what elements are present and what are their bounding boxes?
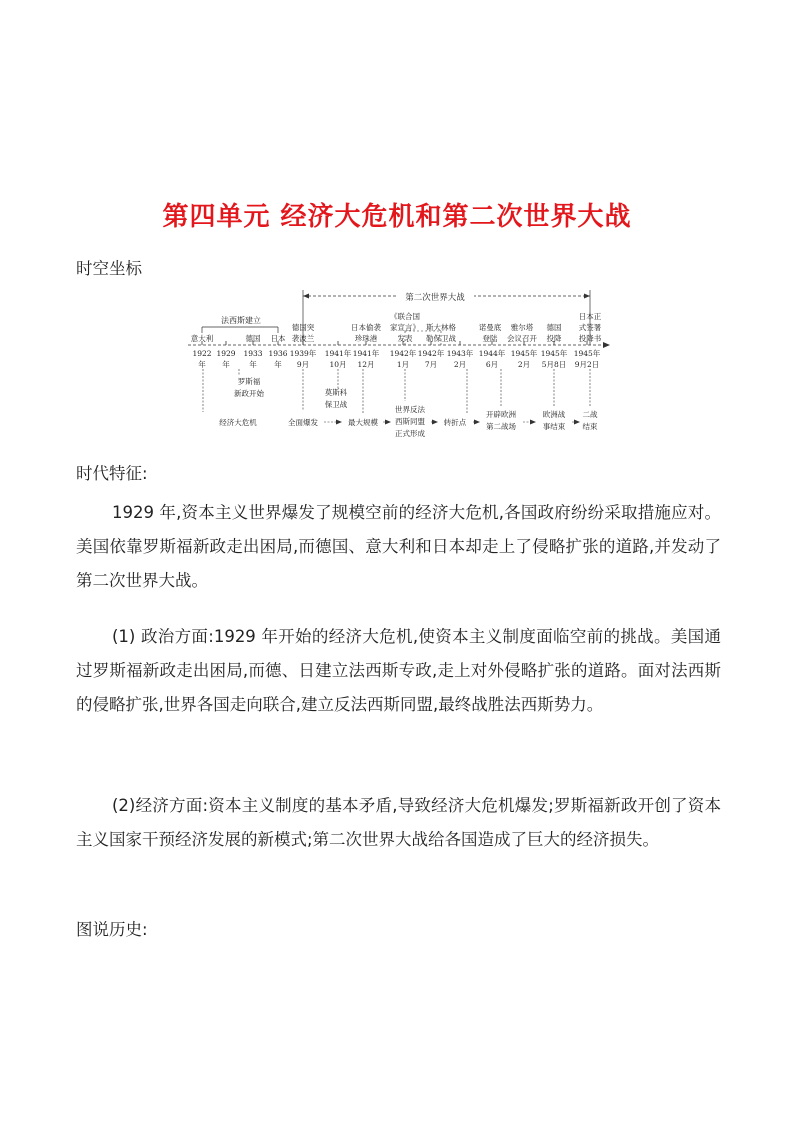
war-span-arrow-right [584, 294, 590, 299]
timeline-event-label: 式签署 [578, 323, 602, 332]
timeline-figure [186, 286, 616, 438]
paragraph-politics [76, 620, 721, 722]
timeline-event-label: 登陆 [482, 334, 498, 343]
moscow-line-2: 保卫战 [324, 400, 348, 409]
timeline-event-label: 斯大林格 [426, 323, 456, 332]
roosevelt-line-1: 罗斯福 [237, 377, 261, 386]
timeline-event-label: 会议召开 [507, 334, 537, 343]
timeline-date-year: 1941年 [324, 349, 352, 358]
flow-alliance-3: 正式形成 [395, 429, 425, 438]
flow-arrowhead-6 [574, 420, 580, 425]
flow-war-end-1: 二战 [582, 410, 598, 419]
flow-arrowhead-1 [336, 420, 342, 425]
timeline-event-label: 雅尔塔 [510, 323, 534, 332]
timeline-date-month: 12月 [357, 360, 375, 369]
timeline-event-label: 意大利 [190, 334, 214, 343]
timeline-event-label: 投降 [546, 334, 562, 343]
timeline-date-month: 2月 [517, 360, 531, 369]
timeline-event-label: 诺曼底 [478, 323, 502, 332]
timeline-event-label: 德国 [546, 323, 562, 332]
moscow-line-1: 莫斯科 [324, 388, 348, 397]
flow-alliance-1: 世界反法 [395, 405, 425, 414]
flow-alliance-2: 西斯同盟 [395, 417, 425, 426]
timeline-date-month: 年 [249, 360, 257, 369]
paragraph-politics-text: (1) 政治方面:1929 年开始的经济大危机,使资本主义制度面临空前的挑战。美国通过罗斯福新政走出困局,而德、日建立法西斯专政,走上对外侵略扩张的道路。面对法西斯的侵略扩张,世界各国走向联合,建立反法西斯同盟,最终战胜法西斯势力。 [76, 627, 721, 714]
war-span-label: 第二次世界大战 [405, 293, 465, 303]
flow-europe-end-2: 事结束 [542, 422, 566, 431]
timeline-date-month: 年 [222, 360, 230, 369]
paragraph-intro-text: 1929 年,资本主义世界爆发了规模空前的经济大危机,各国政府纷纷采取措施应对。美国依靠罗斯福新政走出困局,而德国、意大利和日本却走上了侵略扩张的道路,并发动了第二次世界大战。 [76, 503, 721, 590]
timeline-date-year: 1945年 [573, 349, 601, 358]
flow-arrowhead-5 [530, 420, 536, 425]
timeline-date-year: 1936 [268, 349, 288, 358]
timeline-date-year: 1942年 [389, 349, 417, 358]
section-heading-features: 时代特征: [76, 464, 148, 483]
timeline-event-label: 勒保卫战 [426, 334, 456, 343]
flow-depression: 经济大危机 [219, 418, 257, 427]
timeline-date-year: 1929 [216, 349, 236, 358]
roosevelt-line-2: 新政开始 [234, 389, 264, 398]
timeline-date-month: 年 [274, 360, 282, 369]
timeline-event-label: 日本正 [578, 312, 602, 321]
page-title: 第四单元 经济大危机和第二次世界大战 [162, 202, 632, 232]
timeline-event-label: 《联合国 [390, 312, 420, 321]
paragraph-economy [76, 789, 721, 857]
flow-arrowhead-4 [474, 420, 480, 425]
timeline-date-month: 6月 [485, 360, 499, 369]
flow-arrowhead-3 [432, 420, 438, 425]
flow-largest-scale: 最大规模 [348, 418, 378, 427]
flow-europe-end-1: 欧洲战 [542, 410, 566, 419]
timeline-event-label: 投降书 [578, 334, 602, 343]
timeline-event-label: 德国 [245, 334, 261, 343]
flow-arrowhead-2 [385, 420, 391, 425]
timeline-date-month: 7月 [424, 360, 438, 369]
timeline-date-month: 5月8日 [541, 360, 567, 369]
timeline-date-year: 1944年 [478, 349, 506, 358]
timeline-event-label: 家宣言》 [390, 323, 420, 332]
fascism-label: 法西斯建立 [221, 316, 261, 325]
timeline-date-year: 1945年 [510, 349, 538, 358]
timeline-date-year: 1922 [192, 349, 212, 358]
timeline-date-year: 1945年 [540, 349, 568, 358]
timeline-event-label: 德国突 [291, 323, 315, 332]
flow-second-front-1: 开辟欧洲 [486, 410, 516, 419]
timeline-date-year: 1942年 [417, 349, 445, 358]
timeline-date-month: 1月 [396, 360, 410, 369]
flow-full-outbreak: 全面爆发 [288, 418, 318, 427]
timeline-date-year: 1941年 [352, 349, 380, 358]
timeline-event-label: 日本偷袭 [351, 323, 381, 332]
timeline-date-month: 10月 [329, 360, 347, 369]
timeline-event-label: 发表 [397, 334, 413, 343]
timeline-axis-arrow [603, 342, 610, 348]
timeline-date-month: 年 [198, 360, 206, 369]
section-heading-timeline: 时空坐标 [76, 259, 142, 278]
flow-turning-point: 转折点 [443, 418, 467, 427]
timeline-date-month: 9月2日 [574, 360, 600, 369]
timeline-date-month: 2月 [453, 360, 467, 369]
timeline-date-year: 1943年 [446, 349, 474, 358]
timeline-event-label: 袭波兰 [291, 334, 315, 343]
paragraph-economy-text: (2)经济方面:资本主义制度的基本矛盾,导致经济大危机爆发;罗斯福新政开创了资本主义国家干预经济发展的新模式;第二次世界大战给各国造成了巨大的经济损失。 [76, 796, 721, 849]
flow-war-end-2: 结束 [582, 422, 598, 431]
section-heading-pictures: 图说历史: [76, 920, 148, 939]
timeline-date-month: 9月 [296, 360, 310, 369]
timeline-event-label: 日本 [270, 334, 286, 343]
war-span-arrow-left [303, 294, 309, 299]
timeline-event-label: 珍珠港 [354, 334, 378, 343]
timeline-date-year: 1939年 [289, 349, 317, 358]
timeline-date-year: 1933 [243, 349, 263, 358]
paragraph-intro [76, 496, 721, 598]
flow-second-front-2: 第二战场 [486, 422, 516, 431]
